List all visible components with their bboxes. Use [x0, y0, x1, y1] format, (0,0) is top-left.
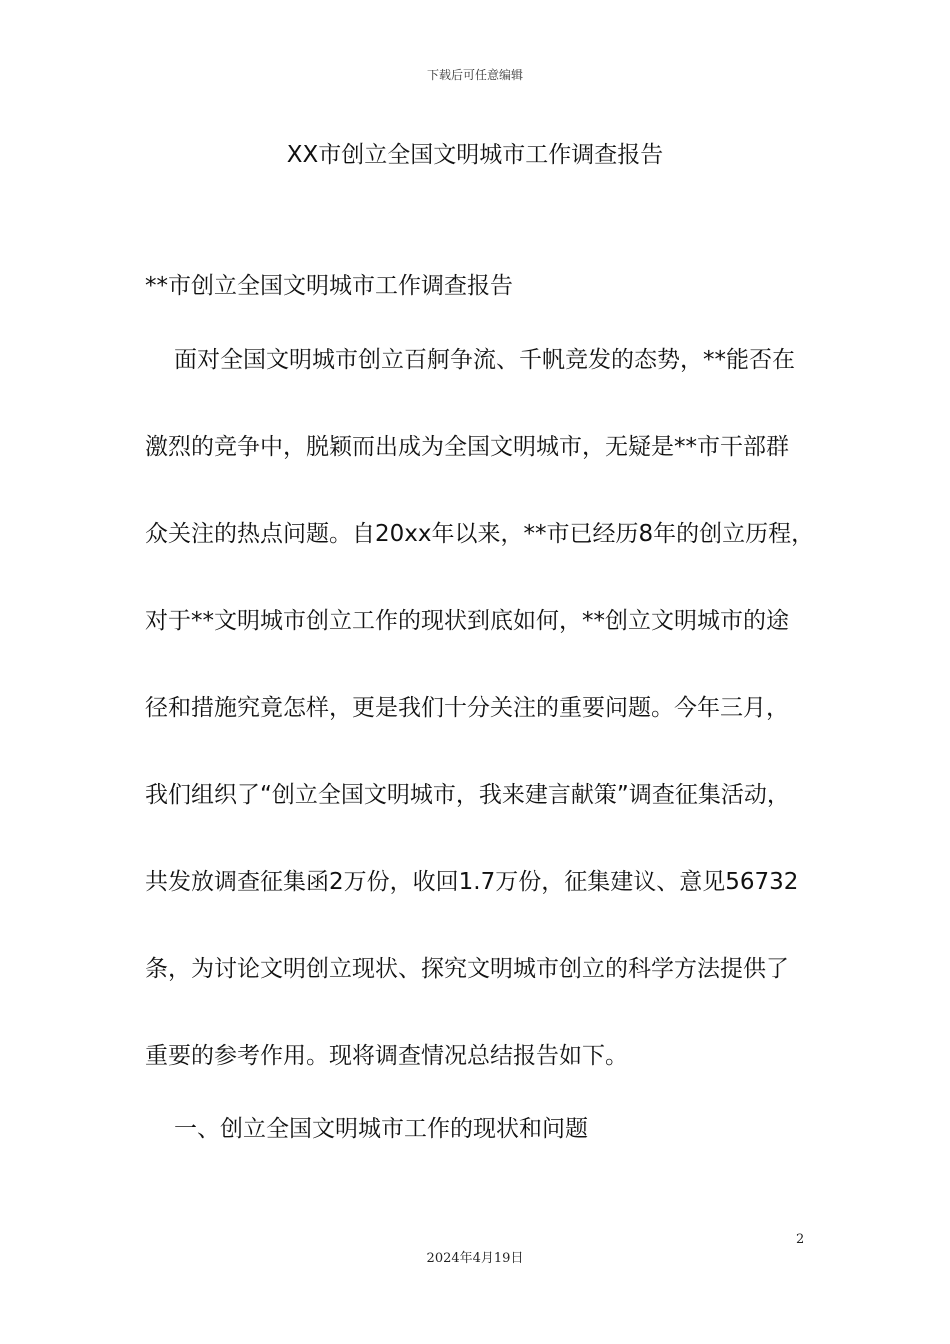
page-number: 2 — [796, 1232, 805, 1247]
paragraph-line: 条，为讨论文明创立现状、探究文明城市创立的科学方法提供了 — [145, 956, 789, 982]
paragraph-line: 激烈的竞争中，脱颖而出成为全国文明城市，无疑是**市干部群 — [145, 434, 789, 460]
subtitle-line: **市创立全国文明城市工作调查报告 — [145, 273, 513, 299]
paragraph-line: 面对全国文明城市创立百舸争流、千帆竞发的态势，**能否在 — [174, 347, 795, 373]
paragraph-line: 对于**文明城市创立工作的现状到底如何，**创立文明城市的途 — [145, 608, 789, 634]
section-heading: 一、创立全国文明城市工作的现状和问题 — [174, 1116, 588, 1142]
paragraph-line: 共发放调查征集函2万份，收回1.7万份，征集建议、意见56732 — [145, 869, 799, 895]
header-note: 下载后可任意编辑 — [426, 68, 523, 82]
paragraph-line: 我们组织了“创立全国文明城市，我来建言献策”调查征集活动， — [145, 782, 790, 808]
paragraph-line: 径和措施究竟怎样，更是我们十分关注的重要问题。今年三月， — [145, 695, 789, 721]
footer-date: 2024年4月19日 — [426, 1251, 524, 1266]
document-title: XX市创立全国文明城市工作调查报告 — [286, 142, 664, 168]
paragraph-line: 重要的参考作用。现将调查情况总结报告如下。 — [145, 1043, 628, 1069]
paragraph-line: 众关注的热点问题。自20xx年以来，**市已经历8年的创立历程， — [145, 521, 815, 547]
